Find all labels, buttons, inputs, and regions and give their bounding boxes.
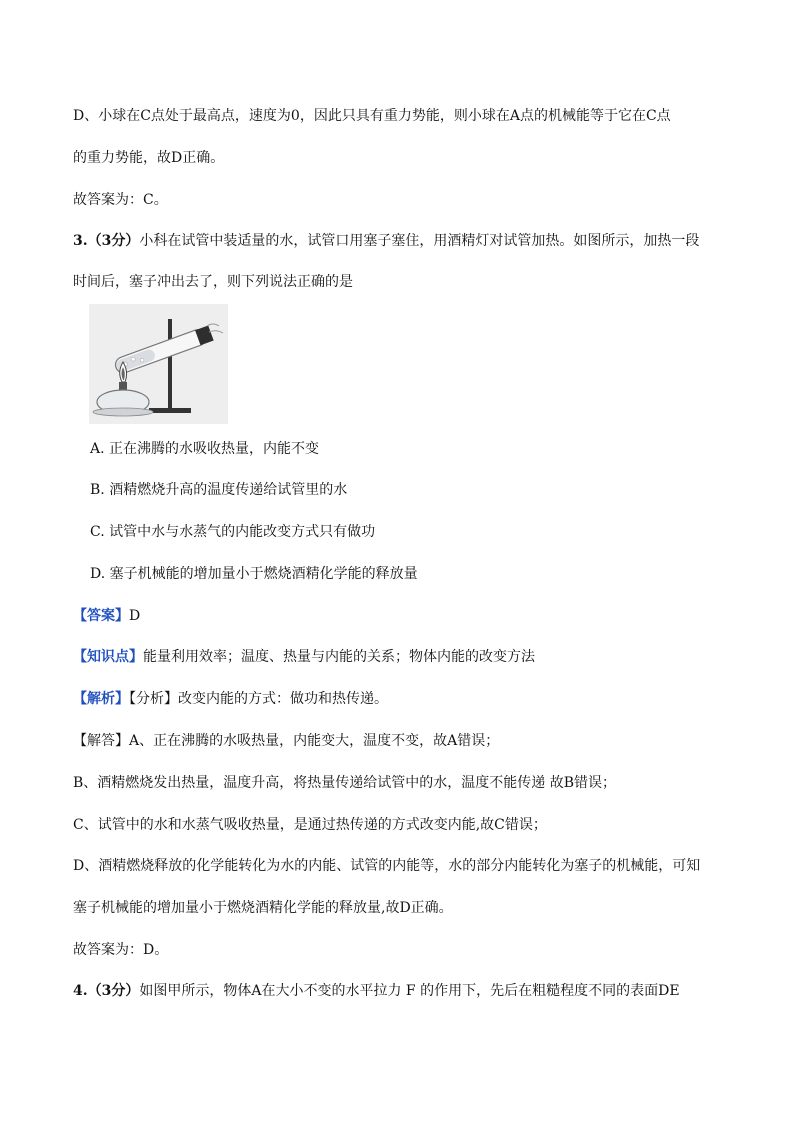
- q4-score: （3分）: [87, 983, 140, 999]
- prev-option-d: D、小球在C点处于最高点，速度为0，因此只具有重力势能，则小球在A点的机械能等于它在C点: [73, 108, 671, 124]
- solution-line-2: B、酒精燃烧发出热量，温度升高，将热量传递给试管中的水，温度不能传递 故B错误；: [73, 775, 617, 791]
- q3-knowledge: [73, 647, 535, 667]
- lamp-wick-holder: [119, 382, 127, 390]
- q3-final-answer: 故答案为：D。: [73, 942, 169, 958]
- lamp-base: [93, 408, 153, 416]
- q3-analysis: [73, 689, 388, 709]
- q3-stem-line1: [73, 231, 699, 251]
- q3-answer: [73, 606, 140, 626]
- analysis-tag: 【解析】: [73, 691, 129, 707]
- answer-value: D: [129, 608, 141, 624]
- experiment-figure: [89, 304, 228, 424]
- q3-option-a: A. 正在沸腾的水吸收热量，内能不变: [90, 441, 320, 457]
- q3-option-b: B. 酒精燃烧升高的温度传递给试管里的水: [90, 482, 348, 498]
- q4-stem-text: 如图甲所示，物体A在大小不变的水平拉力 F 的作用下，先后在粗糙程度不同的表面DE: [139, 983, 680, 999]
- q3-stem-line2: 时间后，塞子冲出去了，则下列说法正确的是: [73, 274, 353, 290]
- solution-line-5: 塞子机械能的增加量小于燃烧酒精化学能的释放量,故D正确。: [73, 900, 453, 916]
- answer-tag: 【答案】: [73, 608, 129, 624]
- knowledge-text: 能量利用效率；温度、热量与内能的关系；物体内能的改变方法: [143, 649, 535, 665]
- solution-line-4: D、酒精燃烧释放的化学能转化为水的内能、试管的内能等，水的部分内能转化为塞子的机械能，可知: [73, 858, 701, 874]
- q4-stem: [73, 981, 680, 1001]
- prev-option-d-cont: 的重力势能，故D正确。: [73, 150, 225, 166]
- analysis-text: 【分析】改变内能的方式：做功和热传递。: [129, 691, 388, 707]
- q3-number: 3.: [73, 233, 88, 249]
- solution-line-1: 【解答】A、正在沸腾的水吸热量，内能变大，温度不变，故A错误；: [73, 733, 500, 749]
- q3-stem-text1: 小科在试管中装适量的水，试管口用塞子塞住，用酒精灯对试管加热。如图所示，加热一段: [139, 233, 700, 249]
- q3-option-c: C. 试管中水与水蒸气的内能改变方式只有做功: [90, 524, 376, 540]
- q3-score: （3分）: [87, 233, 140, 249]
- solution-line-3: C、试管中的水和水蒸气吸收热量，是通过热传递的方式改变内能,故C错误；: [73, 817, 547, 833]
- stand-rod: [168, 319, 172, 409]
- q4-number: 4.: [73, 983, 88, 999]
- q3-option-d: D. 塞子机械能的增加量小于燃烧酒精化学能的释放量: [90, 566, 418, 582]
- knowledge-tag: 【知识点】: [73, 649, 143, 665]
- prev-final-answer: 故答案为：C。: [73, 192, 168, 208]
